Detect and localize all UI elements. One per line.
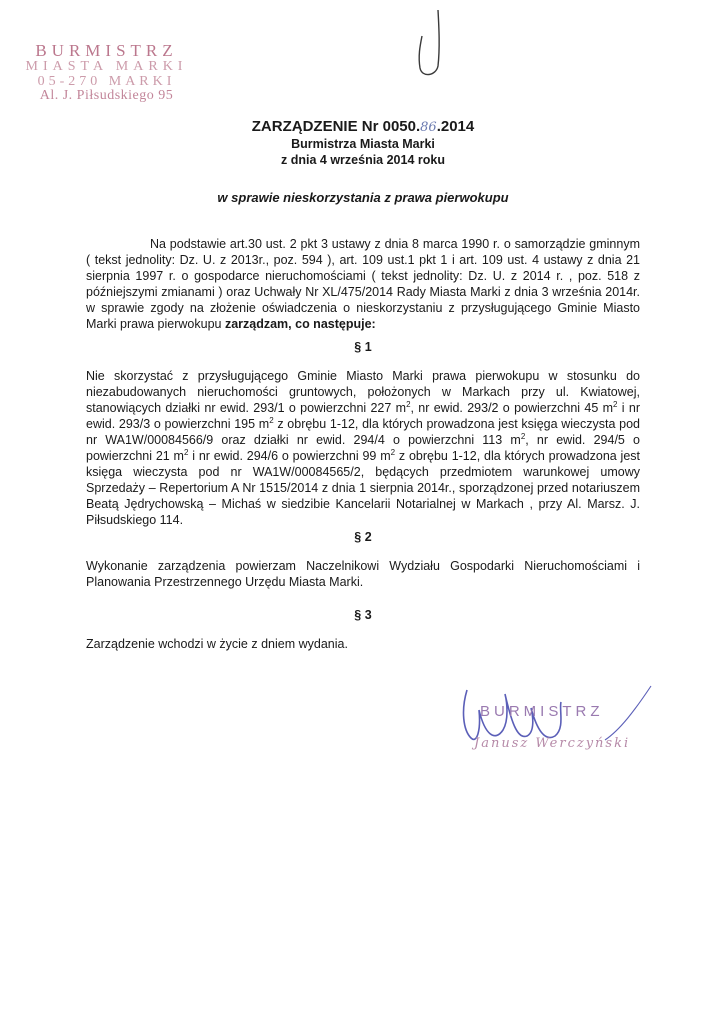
section-3-text: Zarządzenie wchodzi w życie z dniem wydania. bbox=[86, 637, 348, 651]
decree-formula: zarządzam, co następuje: bbox=[224, 317, 376, 331]
legal-basis-text: Na podstawie art.30 ust. 2 pkt 3 ustawy z dnia 8 marca 1990 r. o samorządzie gminnym ( tekst jednolity: Dz. U. z 2013r., poz. 594 ), art. 109 ust.1 pkt 1 i art. 109 ust. 4 ustawy z dnia 21 sierpnia 1997 r. o gospodarce nieruchomościami ( tekst jednolity: Dz. U. z 2014 r. , poz. 518 z późniejszymi zmianami ) oraz Uchwały Nr XL/475/2014 Rady Miasta Marki z dnia 3 września 2014r. w sprawie zgody na złożenie oświadczenia o nieskorzystaniu z przysługującego Gminie Miasto Marki prawa pierwokupu bbox=[86, 237, 640, 331]
signature-stamp-name: Janusz Werczyński bbox=[474, 736, 631, 751]
s1-part-a: Nie skorzystać z przysługującego Gminie Miasto Marki prawa pierwokupu w stosunku do niezabudowanych nieruchomości gruntowych, położonych w Markach przy ul. Kwiatowej, stanowiących działki nr ewid. 293/1 o powierzchni 227 m bbox=[86, 369, 640, 415]
superscript-2: 2 bbox=[520, 431, 526, 441]
section-1-heading: § 1 bbox=[354, 340, 372, 354]
handwritten-signature bbox=[455, 680, 655, 790]
document-title bbox=[0, 118, 726, 135]
superscript-2: 2 bbox=[269, 415, 274, 425]
stamp-line-city: MIASTA MARKI bbox=[25, 58, 188, 74]
handwritten-number: 86 bbox=[420, 120, 437, 135]
superscript-2: 2 bbox=[183, 447, 189, 457]
s1-part-e: , nr ewid. 294/5 o powierzchni 21 m bbox=[86, 433, 640, 463]
legal-basis-paragraph bbox=[86, 236, 640, 332]
stamp-line-address: Al. J. Piłsudskiego 95 bbox=[39, 88, 174, 104]
s1-part-f: i nr ewid. 294/6 o powierzchni 99 m bbox=[188, 449, 391, 463]
section-2-heading: § 2 bbox=[354, 530, 372, 544]
section-1-text bbox=[86, 368, 640, 528]
title-suffix: .2014 bbox=[436, 118, 475, 135]
subject-line: w sprawie nieskorzystania z prawa pierwokupu bbox=[217, 190, 509, 205]
issuer: Burmistrza Miasta Marki bbox=[291, 137, 435, 151]
s1-part-c: i nr ewid. 293/3 o powierzchni 195 m bbox=[86, 401, 640, 431]
handwritten-initial-mark bbox=[412, 8, 446, 78]
stamp-line-postal: 05-270 MARKI bbox=[37, 73, 176, 89]
superscript-2: 2 bbox=[390, 447, 396, 457]
section-2-text: Wykonanie zarządzenia powierzam Naczelnikowi Wydziału Gospodarki Nieruchomościami i Planowania Przestrzennego Urzędu Miasta Marki. bbox=[86, 559, 640, 589]
superscript-2: 2 bbox=[613, 399, 618, 409]
section-3-heading: § 3 bbox=[354, 608, 372, 622]
s1-part-d: z obrębu 1-12, dla których prowadzona jest księga wieczysta pod nr WA1W/00084566/9 oraz działki nr ewid. 294/4 o powierzchni 113 m bbox=[86, 417, 640, 447]
superscript-2: 2 bbox=[406, 399, 411, 409]
office-stamp bbox=[14, 42, 199, 104]
stamp-line-title: BURMISTRZ bbox=[35, 41, 178, 60]
s1-part-g: z obrębu 1-12, dla których prowadzona jest księga wieczysta pod nr WA1W/00084565/2, będących przedmiotem warunkowej umowy Sprzedaży – Repertorium A Nr 1515/2014 z dnia 1 sierpnia 2014r., sporządzonej przed notariuszem Beatą Jędrychowską – Michaś w siedzibie Kancelarii Notarialnej w Markach , przy Al. Marsz. J. Piłsudskiego 114. bbox=[86, 449, 640, 527]
signature-stamp-title: BURMISTRZ bbox=[480, 703, 604, 720]
title-prefix: ZARZĄDZENIE Nr 0050. bbox=[251, 118, 421, 135]
issue-date: z dnia 4 września 2014 roku bbox=[281, 153, 445, 167]
s1-part-b: , nr ewid. 293/2 o powierzchni 45 m bbox=[410, 401, 614, 415]
